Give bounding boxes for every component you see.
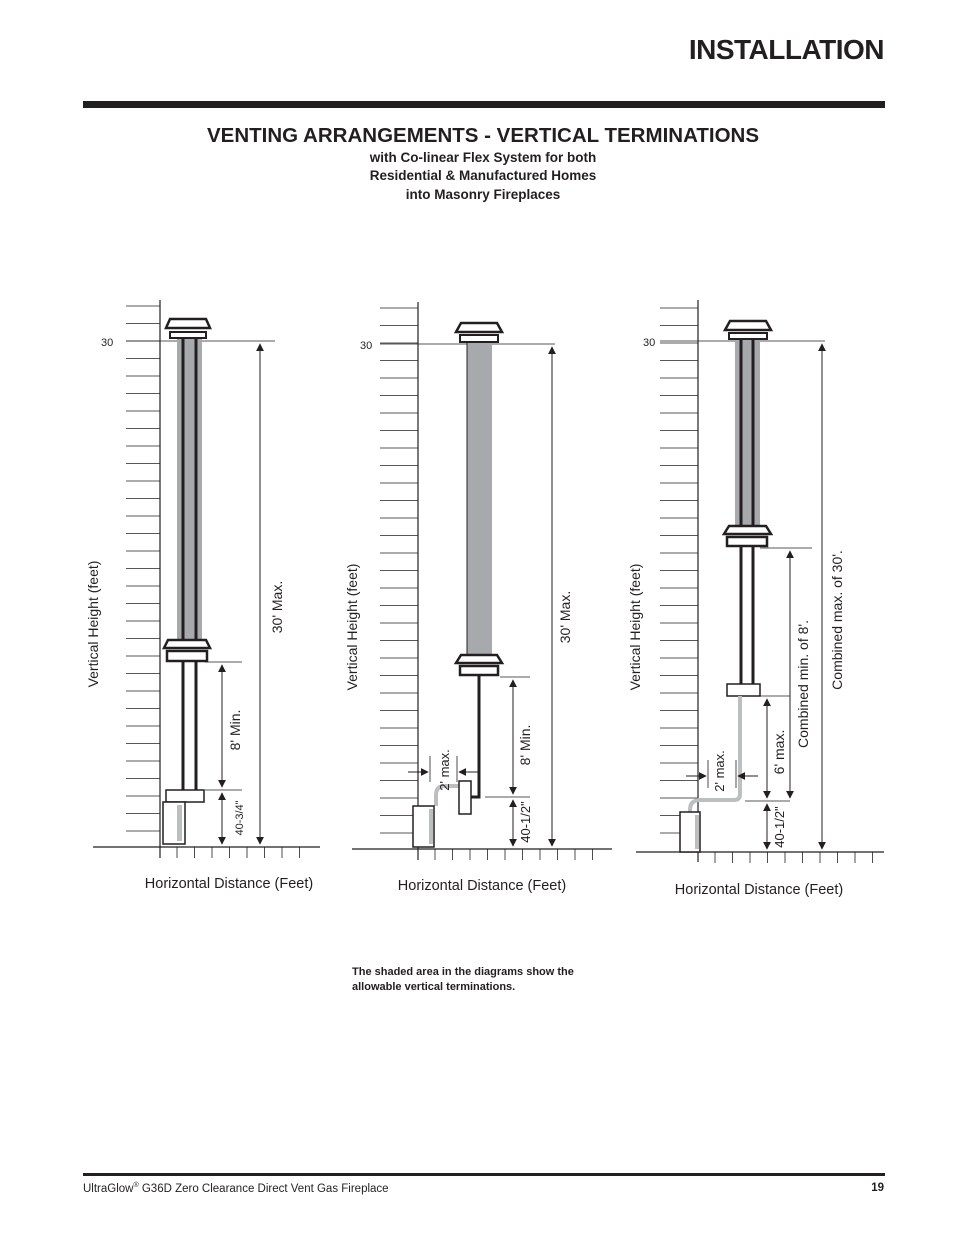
vent-adapter bbox=[459, 781, 471, 814]
d2-base-label: 40-1/2" bbox=[518, 801, 533, 843]
d1-max-label: 30' Max. bbox=[269, 580, 285, 634]
d3-combined-max-label: Combined max. of 30'. bbox=[829, 550, 845, 690]
termination-cap-lower bbox=[724, 526, 771, 546]
termination-cap-top bbox=[725, 321, 771, 339]
note-line-1: The shaded area in the diagrams show the bbox=[352, 966, 574, 978]
footer-product bbox=[83, 1182, 389, 1195]
section-subheading-line-2: Residential & Manufactured Homes bbox=[369, 168, 597, 183]
d2-min-label: 8' Min. bbox=[517, 724, 533, 766]
d1-min-label-text: 8' Min. bbox=[227, 709, 243, 751]
shaded-area bbox=[735, 338, 760, 530]
diagram-2 bbox=[344, 302, 612, 894]
registered-mark: ® bbox=[133, 1182, 139, 1189]
page-title: INSTALLATION bbox=[688, 34, 884, 65]
tick-label-30: 30 bbox=[101, 337, 114, 349]
x-axis-label-3: Horizontal Distance (Feet) bbox=[674, 882, 844, 898]
section-subheading-line-1: with Co-linear Flex System for both bbox=[369, 150, 597, 165]
x-axis-label-1: Horizontal Distance (Feet) bbox=[144, 876, 314, 892]
termination-cap-top bbox=[456, 323, 502, 342]
y-axis-label-2: Vertical Height (feet) bbox=[344, 563, 360, 691]
diagram-3 bbox=[627, 300, 884, 898]
d3-base-label: 40-1/2" bbox=[772, 806, 787, 848]
d1-base-label: 40-3/4" bbox=[234, 800, 246, 836]
termination-cap-top bbox=[166, 319, 210, 338]
d2-max-label: 30' Max. bbox=[557, 590, 573, 644]
d3-combined-min-label: Combined min. of 8'. bbox=[795, 620, 811, 748]
section-subheading-line-3: into Masonry Fireplaces bbox=[405, 187, 561, 202]
shaded-area bbox=[467, 340, 492, 658]
appliance-collar bbox=[166, 790, 204, 802]
x-axis-label-2: Horizontal Distance (Feet) bbox=[397, 878, 567, 894]
footer-brand: UltraGlow bbox=[83, 1182, 134, 1195]
termination-cap-lower bbox=[164, 640, 210, 661]
page-number: 19 bbox=[871, 1182, 884, 1194]
footer-rule bbox=[83, 1173, 885, 1176]
shaded-area bbox=[177, 338, 202, 643]
vent-adapter bbox=[727, 684, 760, 696]
diagram-note bbox=[352, 965, 622, 995]
d3-rise-label: 6' max. bbox=[771, 729, 787, 775]
y-axis-label-3: Vertical Height (feet) bbox=[627, 563, 643, 691]
tick-label-30: 30 bbox=[643, 337, 656, 349]
d2-offset-label: 2' max. bbox=[437, 749, 452, 791]
note-line-2: allowable vertical terminations. bbox=[352, 981, 516, 993]
diagram-1 bbox=[85, 300, 320, 892]
section-heading: VENTING ARRANGEMENTS - VERTICAL TERMINATIONS bbox=[207, 124, 759, 147]
termination-cap-lower bbox=[456, 655, 502, 675]
y-axis-label-1: Vertical Height (feet) bbox=[85, 560, 101, 688]
tick-label-30: 30 bbox=[360, 340, 373, 352]
footer-product-name: G36D Zero Clearance Direct Vent Gas Fireplace bbox=[138, 1182, 389, 1195]
d3-offset-label: 2' max. bbox=[712, 750, 727, 792]
